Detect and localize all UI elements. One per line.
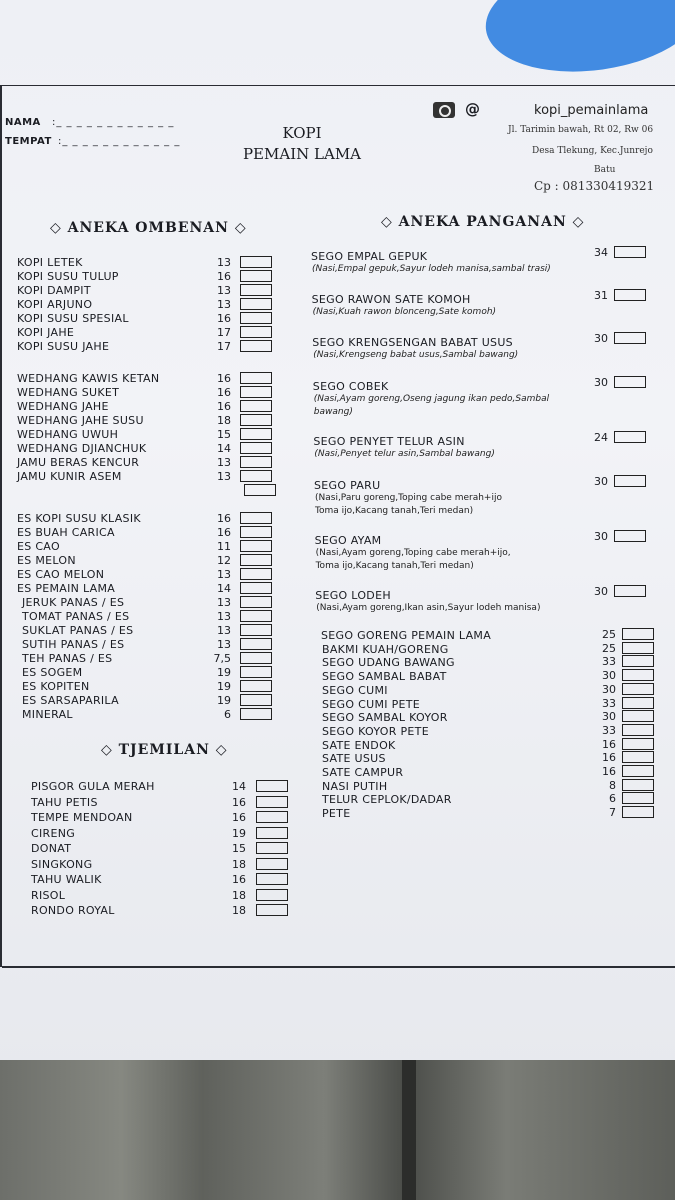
menu-item-name: DONAT — [31, 842, 72, 855]
meal-price: 31 — [594, 289, 608, 302]
order-qty-box[interactable] — [240, 400, 272, 412]
menu-item-name: SATE USUS — [322, 752, 386, 766]
order-qty-box[interactable] — [240, 340, 272, 352]
menu-item-name: SEGO CUMI PETE — [322, 697, 421, 711]
menu-item-price: 13 — [217, 256, 231, 269]
menu-item-price: 19 — [232, 826, 246, 840]
menu-item-name: SEGO KOYOR PETE — [322, 724, 429, 738]
menu-item-name: ES BUAH CARICA — [17, 526, 115, 539]
menu-item-price: 18 — [232, 888, 246, 902]
menu-item-price: 17 — [217, 340, 231, 353]
tempat-field[interactable]: :_ _ _ _ _ _ _ _ _ _ _ _ — [58, 136, 181, 147]
meal-description: (Nasi,Ayam goreng,Toping cabe merah+ijo, — [315, 548, 511, 558]
menu-item-price: 19 — [217, 666, 231, 679]
menu-item-name: MINERAL — [22, 708, 73, 721]
menu-item-price: 13 — [217, 638, 231, 651]
order-qty-box[interactable] — [240, 456, 272, 468]
menu-item-name: NASI PUTIH — [322, 779, 388, 793]
order-qty-box[interactable] — [240, 554, 272, 566]
menu-item-name: WEDHANG JAHE — [17, 400, 109, 413]
menu-item-price: 30 — [602, 669, 616, 683]
meal-name: SEGO KRENGSENGAN BABAT USUS — [312, 336, 513, 349]
order-qty-box[interactable] — [256, 904, 288, 916]
menu-item-name: JERUK PANAS / ES — [22, 596, 125, 609]
nama-field[interactable]: :_ _ _ _ _ _ _ _ _ _ _ _ — [52, 117, 175, 128]
meal-description: Toma ijo,Kacang tanah,Teri medan) — [315, 506, 474, 516]
menu-item-name: ES CAO MELON — [17, 568, 105, 581]
menu-item-name: ES MELON — [17, 554, 76, 567]
order-qty-box[interactable] — [622, 765, 654, 777]
order-qty-box[interactable] — [614, 332, 646, 344]
menu-item-name: WEDHANG JAHE SUSU — [17, 414, 144, 427]
menu-item-name: PISGOR GULA MERAH — [31, 780, 155, 793]
menu-item-price: 11 — [217, 540, 231, 553]
meal-description: (Nasi,Penyet telur asin,Sambal bawang) — [314, 449, 495, 459]
menu-item-price: 18 — [232, 904, 246, 917]
nama-label: NAMA — [5, 117, 41, 128]
frame-left-line — [0, 85, 2, 967]
menu-item-price: 13 — [217, 568, 231, 581]
frame-bottom-line — [2, 966, 675, 968]
meal-price: 30 — [594, 475, 608, 488]
menu-item-price: 16 — [232, 811, 246, 824]
menu-item-price: 17 — [217, 326, 231, 339]
menu-item-price: 19 — [217, 694, 231, 707]
order-qty-box[interactable] — [622, 792, 654, 804]
order-qty-box[interactable] — [614, 289, 646, 301]
menu-item-name: TELUR CEPLOK/DADAR — [322, 793, 452, 807]
menu-item-name: SUKLAT PANAS / ES — [22, 624, 134, 637]
order-qty-box[interactable] — [622, 697, 654, 709]
order-qty-box[interactable] — [240, 470, 272, 482]
menu-item-name: BAKMI KUAH/GORENG — [322, 642, 449, 656]
order-qty-box[interactable] — [614, 246, 646, 258]
menu-item-name: WEDHANG KAWIS KETAN — [17, 372, 160, 385]
order-qty-box[interactable] — [240, 442, 272, 454]
menu-item-name: SINGKONG — [31, 857, 93, 871]
meal-name: SEGO COBEK — [312, 380, 389, 393]
meal-name: SEGO RAWON SATE KOMOH — [311, 293, 471, 306]
menu-item-name: SEGO CUMI — [322, 683, 388, 697]
menu-item-price: 25 — [602, 641, 616, 655]
order-qty-box[interactable] — [240, 326, 272, 338]
order-qty-box[interactable] — [240, 610, 272, 622]
blue-object — [478, 0, 675, 85]
menu-item-name: ES KOPI SUSU KLASIK — [17, 512, 141, 525]
menu-item-name: SEGO GORENG PEMAIN LAMA — [321, 629, 492, 642]
order-qty-box[interactable] — [256, 780, 288, 792]
order-qty-box[interactable] — [240, 638, 272, 650]
wood-gap — [402, 1060, 416, 1200]
menu-item-name: JAMU BERAS KENCUR — [17, 456, 140, 469]
menu-item-price: 33 — [602, 723, 616, 737]
meal-description: (Nasi,Krengseng babat usus,Sambal bawang) — [313, 350, 519, 360]
instagram-handle: kopi_pemainlama — [534, 103, 649, 118]
menu-item-price: 16 — [217, 270, 231, 283]
menu-item-name: JAMU KUNIR ASEM — [17, 470, 122, 483]
address-line2: Desa Tlekung, Kec.Junrejo — [532, 146, 653, 156]
meal-description: bawang) — [313, 407, 353, 417]
menu-item-price: 7 — [609, 806, 616, 820]
menu-item-name: TAHU WALIK — [31, 873, 102, 886]
menu-item-price: 14 — [217, 442, 231, 455]
section-title-tjemilan: ◇ TJEMILAN ◇ — [101, 742, 228, 758]
menu-item-price: 18 — [217, 414, 231, 427]
menu-item-price: 8 — [609, 778, 616, 792]
order-qty-box[interactable] — [256, 842, 288, 854]
menu-item-name: KOPI DAMPIT — [17, 284, 91, 297]
menu-item-price: 13 — [217, 610, 231, 623]
menu-item-price: 16 — [602, 737, 616, 751]
order-qty-box[interactable] — [240, 526, 272, 538]
order-qty-box[interactable] — [240, 652, 272, 664]
menu-item-price: 13 — [217, 456, 231, 469]
frame-top-line — [2, 85, 675, 86]
menu-item-name: ES SARSAPARILA — [22, 694, 119, 707]
menu-item-name: ES SOGEM — [22, 666, 83, 679]
order-qty-box[interactable] — [240, 372, 272, 384]
menu-item-name: PETE — [322, 807, 351, 821]
menu-item-price: 19 — [217, 680, 231, 693]
meal-name: SEGO PENYET TELUR ASIN — [313, 435, 465, 448]
order-qty-box[interactable] — [244, 484, 276, 496]
menu-item-name: CIRENG — [31, 826, 76, 840]
menu-item-name: SATE CAMPUR — [322, 766, 404, 779]
menu-item-name: ES PEMAIN LAMA — [17, 582, 116, 595]
menu-item-price: 13 — [217, 298, 231, 311]
order-qty-box[interactable] — [240, 540, 272, 552]
menu-item-price: 6 — [224, 708, 231, 721]
instagram-icon — [433, 102, 455, 118]
meal-name: SEGO PARU — [314, 479, 381, 492]
order-qty-box[interactable] — [240, 256, 272, 268]
menu-item-price: 13 — [217, 284, 231, 297]
order-qty-box[interactable] — [256, 796, 288, 808]
order-qty-box[interactable] — [622, 751, 654, 763]
order-qty-box[interactable] — [240, 386, 272, 398]
menu-item-price: 7,5 — [213, 652, 231, 665]
menu-item-price: 16 — [217, 386, 231, 399]
meal-description: (Nasi,Paru goreng,Toping cabe merah+ijo — [315, 493, 502, 503]
meal-price: 34 — [594, 246, 608, 259]
meal-name: SEGO AYAM — [314, 534, 382, 547]
order-qty-box[interactable] — [240, 270, 272, 282]
order-qty-box[interactable] — [614, 530, 646, 542]
order-qty-box[interactable] — [240, 708, 272, 720]
menu-item-name: WEDHANG SUKET — [17, 386, 120, 399]
menu-item-price: 16 — [602, 751, 616, 765]
order-qty-box[interactable] — [256, 889, 288, 901]
meal-price: 30 — [594, 376, 608, 389]
title-line2: PEMAIN LAMA — [242, 145, 362, 163]
menu-item-name: KOPI SUSU SPESIAL — [17, 312, 129, 325]
order-qty-box[interactable] — [622, 655, 654, 667]
menu-item-price: 30 — [602, 682, 616, 696]
order-qty-box[interactable] — [240, 298, 272, 310]
meal-description: (Nasi,Ayam goreng,Oseng jagung ikan pedo,Sambal — [313, 394, 550, 404]
menu-item-name: WEDHANG UWUH — [17, 428, 119, 441]
order-qty-box[interactable] — [240, 312, 272, 324]
menu-item-price: 13 — [217, 624, 231, 637]
order-qty-box[interactable] — [614, 376, 646, 388]
order-qty-box[interactable] — [240, 694, 272, 706]
meal-price: 30 — [594, 585, 608, 598]
phone-number: Cp : 081330419321 — [534, 179, 655, 193]
section-title-panganan: ◇ ANEKA PANGANAN ◇ — [381, 214, 585, 230]
order-qty-box[interactable] — [240, 512, 272, 524]
menu-item-price: 25 — [602, 628, 616, 641]
order-qty-box[interactable] — [622, 710, 654, 722]
menu-item-name: SEGO SAMBAL BABAT — [322, 670, 447, 684]
menu-item-price: 6 — [609, 792, 616, 806]
meal-price: 30 — [594, 332, 608, 345]
order-qty-box[interactable] — [622, 738, 654, 750]
menu-item-name: KOPI SUSU TULUP — [17, 270, 119, 283]
wooden-table — [0, 1060, 675, 1200]
menu-item-price: 16 — [217, 312, 231, 325]
order-qty-box[interactable] — [240, 680, 272, 692]
order-qty-box[interactable] — [614, 585, 646, 597]
meal-name: SEGO LODEH — [315, 589, 391, 602]
menu-item-name: KOPI JAHE — [17, 326, 75, 339]
order-qty-box[interactable] — [240, 582, 272, 594]
meal-price: 30 — [594, 530, 608, 543]
section-title-ombenan: ◇ ANEKA OMBENAN ◇ — [50, 220, 247, 236]
meal-description: (Nasi,Kuah rawon blonceng,Sate komoh) — [312, 307, 497, 317]
menu-item-price: 16 — [217, 512, 231, 525]
order-qty-box[interactable] — [256, 858, 288, 870]
menu-item-price: 30 — [602, 710, 616, 724]
meal-description: Toma ijo,Kacang tanah,Teri medan) — [315, 561, 474, 571]
meal-name: SEGO EMPAL GEPUK — [311, 250, 428, 263]
menu-item-name: KOPI SUSU JAHE — [17, 340, 110, 353]
menu-item-name: TEH PANAS / ES — [22, 652, 113, 665]
order-qty-box[interactable] — [622, 642, 654, 654]
menu-item-price: 15 — [232, 842, 246, 855]
order-qty-box[interactable] — [240, 596, 272, 608]
menu-item-name: TEMPE MENDOAN — [31, 811, 133, 824]
tempat-label: TEMPAT — [5, 136, 52, 147]
meal-price: 24 — [594, 431, 608, 444]
order-qty-box[interactable] — [622, 628, 654, 640]
menu-item-name: RISOL — [31, 888, 66, 902]
menu-item-price: 13 — [217, 470, 231, 483]
order-qty-box[interactable] — [240, 568, 272, 580]
menu-item-name: WEDHANG DJIANCHUK — [17, 442, 147, 455]
menu-item-price: 16 — [602, 765, 616, 778]
order-qty-box[interactable] — [256, 811, 288, 823]
title-line1: KOPI — [282, 124, 322, 142]
menu-item-name: KOPI ARJUNO — [17, 298, 93, 311]
menu-item-price: 13 — [217, 596, 231, 609]
menu-item-price: 16 — [217, 400, 231, 413]
menu-item-name: TAHU PETIS — [31, 795, 98, 809]
menu-item-price: 33 — [602, 696, 616, 710]
menu-item-name: SEGO SAMBAL KOYOR — [322, 711, 448, 725]
menu-item-price: 18 — [232, 857, 246, 871]
address-line3: Batu — [594, 165, 616, 175]
menu-item-name: RONDO ROYAL — [31, 904, 115, 917]
order-qty-box[interactable] — [614, 475, 646, 487]
menu-item-price: 16 — [217, 372, 231, 385]
order-qty-box[interactable] — [622, 669, 654, 681]
order-qty-box[interactable] — [622, 779, 654, 791]
menu-item-price: 15 — [217, 428, 231, 441]
address-line1: Jl. Tarimin bawah, Rt 02, Rw 06 — [508, 125, 654, 135]
menu-item-price: 16 — [232, 873, 246, 886]
order-qty-box[interactable] — [240, 414, 272, 426]
menu-item-name: SUTIH PANAS / ES — [22, 638, 125, 651]
order-qty-box[interactable] — [240, 624, 272, 636]
menu-item-price: 14 — [232, 780, 246, 793]
menu-item-name: TOMAT PANAS / ES — [22, 610, 130, 623]
order-qty-box[interactable] — [256, 873, 288, 885]
order-qty-box[interactable] — [256, 827, 288, 839]
order-qty-box[interactable] — [240, 428, 272, 440]
meal-description: (Nasi,Empal gepuk,Sayur lodeh manisa,sambal trasi) — [312, 264, 551, 274]
order-qty-box[interactable] — [622, 683, 654, 695]
menu-item-name: KOPI LETEK — [17, 256, 83, 269]
order-qty-box[interactable] — [622, 724, 654, 736]
menu-item-price: 12 — [217, 554, 231, 567]
menu-item-price: 16 — [232, 795, 246, 809]
menu-item-price: 16 — [217, 526, 231, 539]
menu-item-name: SATE ENDOK — [322, 738, 396, 752]
order-qty-box[interactable] — [240, 284, 272, 296]
menu-item-name: ES CAO — [17, 540, 60, 553]
meal-description: (Nasi,Ayam goreng,Ikan asin,Sayur lodeh manisa) — [316, 603, 541, 613]
menu-item-name: ES KOPITEN — [22, 680, 90, 693]
menu-item-price: 14 — [217, 582, 231, 595]
order-qty-box[interactable] — [614, 431, 646, 443]
at-symbol: @ — [465, 100, 480, 118]
order-qty-box[interactable] — [240, 666, 272, 678]
menu-item-price: 33 — [602, 655, 616, 669]
menu-item-name: SEGO UDANG BAWANG — [322, 656, 455, 670]
order-qty-box[interactable] — [622, 806, 654, 818]
